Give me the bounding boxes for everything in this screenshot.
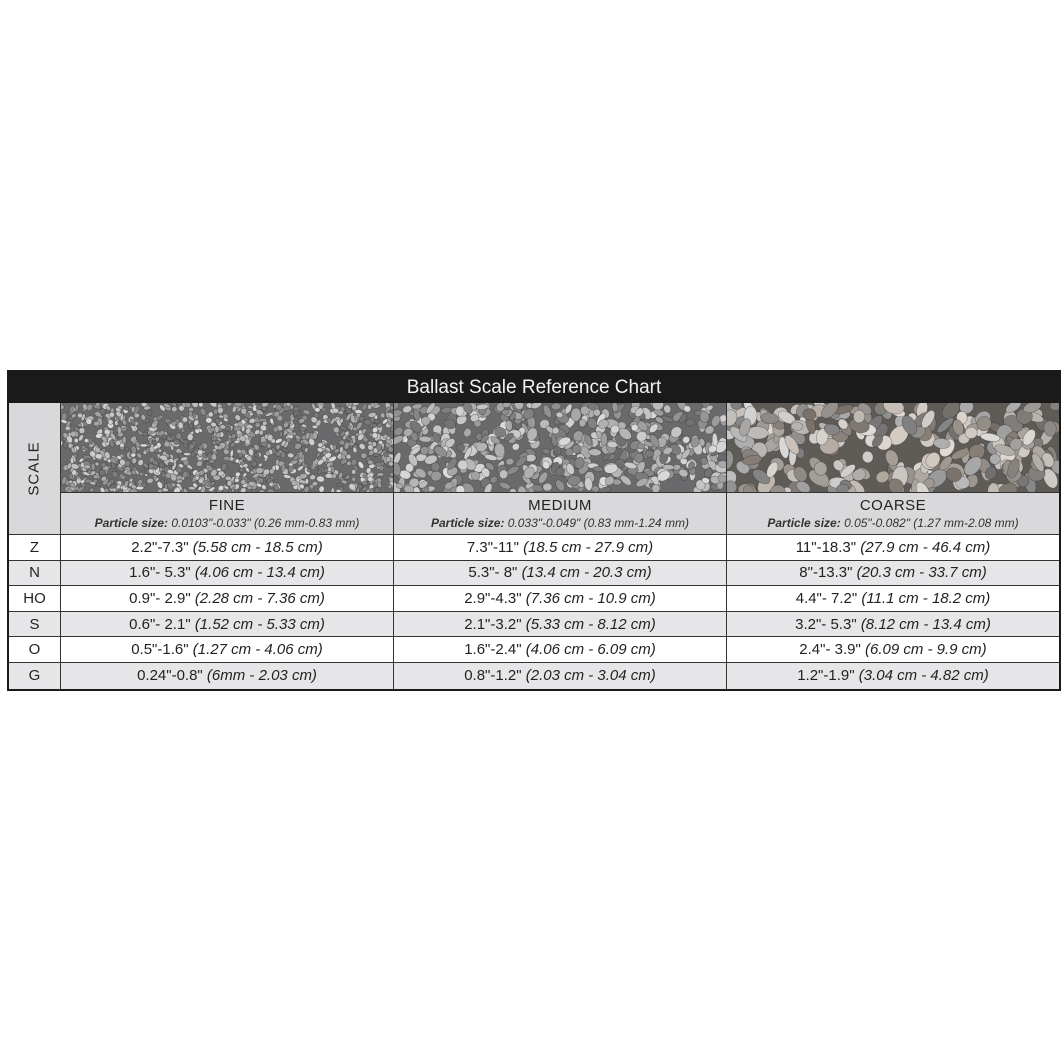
grade-name: MEDIUM (528, 497, 592, 514)
particle-size: Particle size: 0.05"-0.082" (1.27 mm-2.08 mm) (767, 516, 1019, 530)
inch-range: 0.8"-1.2" (464, 667, 526, 685)
medium-gravel-photo (394, 403, 727, 493)
spacing-fine (61, 612, 394, 638)
grade-name: FINE (208, 497, 246, 514)
spacing-medium (394, 612, 727, 638)
spacing-coarse (727, 663, 1059, 689)
scale-label: HO (9, 586, 61, 612)
scale-column-header (9, 403, 61, 535)
spacing-medium (394, 637, 727, 663)
metric-range: (13.4 cm - 20.3 cm) (521, 564, 652, 582)
metric-range: (4.06 cm - 6.09 cm) (525, 641, 656, 659)
inch-range: 2.9"-4.3" (464, 589, 526, 607)
metric-range: (7.36 cm - 10.9 cm) (525, 589, 656, 607)
inch-range: 0.5"-1.6" (131, 641, 193, 659)
spacing-fine (61, 535, 394, 561)
scale-label: Z (9, 535, 61, 561)
metric-range: (18.5 cm - 27.9 cm) (523, 538, 654, 556)
inch-range: 1.2"-1.9" (797, 667, 859, 685)
spacing-medium (394, 535, 727, 561)
coarse-gravel-photo (727, 403, 1059, 493)
inch-range: 7.3"-11" (466, 538, 524, 556)
spacing-fine (61, 637, 394, 663)
grade-header-coarse (727, 493, 1059, 535)
particle-size: Particle size: 0.033"-0.049" (0.83 mm-1.24 mm) (431, 516, 689, 530)
metric-range: (1.52 cm - 5.33 cm) (194, 615, 325, 633)
inch-range: 11"-18.3" (795, 538, 861, 556)
inch-range: 2.4"- 3.9" (799, 641, 865, 659)
metric-range: (8.12 cm - 13.4 cm) (860, 615, 991, 633)
metric-range: (2.28 cm - 7.36 cm) (194, 589, 325, 607)
grade-header-fine (61, 493, 394, 535)
metric-range: (2.03 cm - 3.04 cm) (525, 667, 656, 685)
inch-range: 3.2"- 5.3" (795, 615, 861, 633)
inch-range: 1.6"- 5.3" (129, 564, 195, 582)
scale-label: O (9, 637, 61, 663)
spacing-fine (61, 561, 394, 587)
grade-header-medium (394, 493, 727, 535)
metric-range: (27.9 cm - 46.4 cm) (860, 538, 991, 556)
metric-range: (6.09 cm - 9.9 cm) (864, 641, 987, 659)
inch-range: 1.6"-2.4" (464, 641, 526, 659)
metric-range: (3.04 cm - 4.82 cm) (858, 667, 989, 685)
inch-range: 4.4"- 7.2" (795, 589, 862, 607)
spacing-coarse (727, 535, 1059, 561)
chart-title: Ballast Scale Reference Chart (9, 372, 1059, 403)
scale-label: S (9, 612, 61, 638)
inch-range: 0.9"- 2.9" (129, 589, 195, 607)
particle-size: Particle size: 0.0103"-0.033" (0.26 mm-0.83 mm) (94, 516, 360, 530)
scale-header-label: SCALE (26, 441, 44, 496)
inch-range: 2.2"-7.3" (131, 538, 193, 556)
metric-range: (4.06 cm - 13.4 cm) (194, 564, 325, 582)
spacing-coarse (727, 612, 1059, 638)
spacing-medium (394, 663, 727, 689)
inch-range: 5.3"- 8" (468, 564, 522, 582)
spacing-medium (394, 586, 727, 612)
metric-range: (1.27 cm - 4.06 cm) (192, 641, 323, 659)
metric-range: (5.58 cm - 18.5 cm) (192, 538, 323, 556)
ballast-scale-chart (7, 370, 1061, 691)
metric-range: (11.1 cm - 18.2 cm) (861, 589, 991, 607)
inch-range: 0.6"- 2.1" (129, 615, 195, 633)
scale-label: N (9, 561, 61, 587)
inch-range: 8"-13.3" (799, 564, 857, 582)
spacing-medium (394, 561, 727, 587)
metric-range: (20.3 cm - 33.7 cm) (856, 564, 987, 582)
spacing-fine (61, 663, 394, 689)
scale-label: G (9, 663, 61, 689)
inch-range: 2.1"-3.2" (464, 615, 526, 633)
spacing-coarse (727, 586, 1059, 612)
spacing-fine (61, 586, 394, 612)
spacing-coarse (727, 637, 1059, 663)
metric-range: (5.33 cm - 8.12 cm) (525, 615, 656, 633)
inch-range: 0.24"-0.8" (137, 667, 207, 685)
spacing-coarse (727, 561, 1059, 587)
metric-range: (6mm - 2.03 cm) (206, 667, 317, 685)
fine-gravel-photo (61, 403, 394, 493)
chart-grid (9, 403, 1059, 689)
grade-name: COARSE (859, 497, 927, 514)
